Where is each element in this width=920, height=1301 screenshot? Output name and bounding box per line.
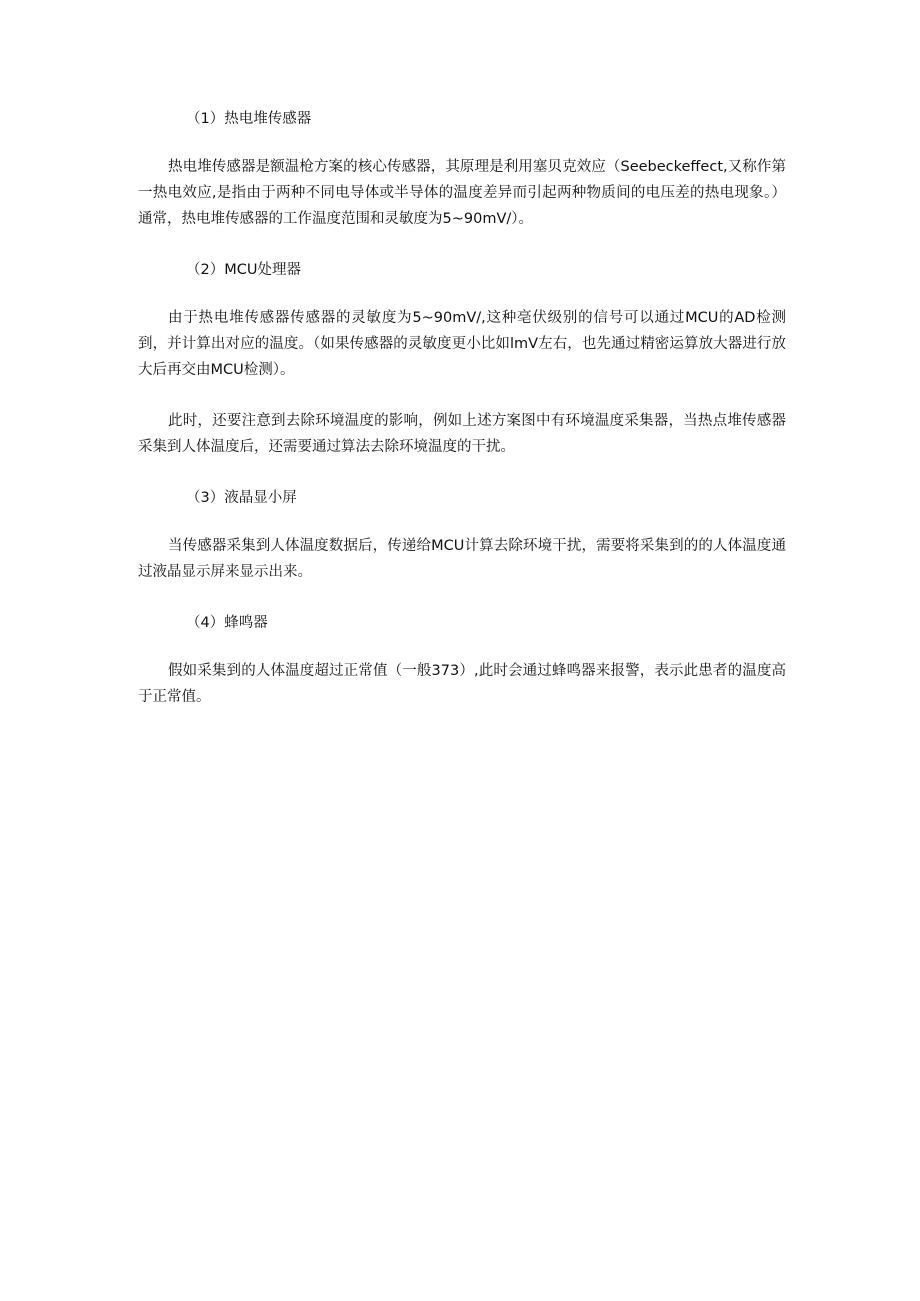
paragraph-buzzer: 假如采集到的人体温度超过正常值（一般373）,此时会通过蜂鸣器来报警，表示此患者的温度高于正常值。	[138, 663, 786, 705]
paragraph-mcu-ambient: 此时，还要注意到去除环境温度的影响，例如上述方案图中有环境温度采集器，当热点堆传感器采集到人体温度后，还需要通过算法去除环境温度的干扰。	[138, 413, 786, 455]
paragraph-mcu-signal: 由于热电堆传感器传感器的灵敏度为5~90mV/,这种亳伏级别的信号可以通过MCU的AD检测到，并计算出对应的温度。（如果传感器的灵敏度更小比如lmV左右，也先通过精密运算放大器进行放大后再交由MCU检测）。	[138, 310, 786, 378]
paragraph-thermopile: 热电堆传感器是额温枪方案的核心传感器，其原理是利用塞贝克效应（Seebeckeffect,又称作第一热电效应,是指由于两种不同电导体或半导体的温度差异而引起两种物质间的电压差的热电现象。）通常，热电堆传感器的工作温度范围和灵敏度为5~90mV/）。	[138, 159, 786, 227]
section-heading-buzzer: （4）蜂鸣器	[186, 615, 268, 631]
section-heading-lcd: （3）液晶显小屏	[186, 490, 297, 506]
section-heading-mcu: （2）MCU处理器	[186, 262, 301, 278]
section-heading-thermopile: （1）热电堆传感器	[186, 111, 312, 127]
paragraph-lcd: 当传感器采集到人体温度数据后，传递给MCU计算去除环境干扰，需要将采集到的的人体温度通过液晶显示屏来显示出来。	[138, 538, 786, 580]
document-body	[138, 106, 786, 710]
